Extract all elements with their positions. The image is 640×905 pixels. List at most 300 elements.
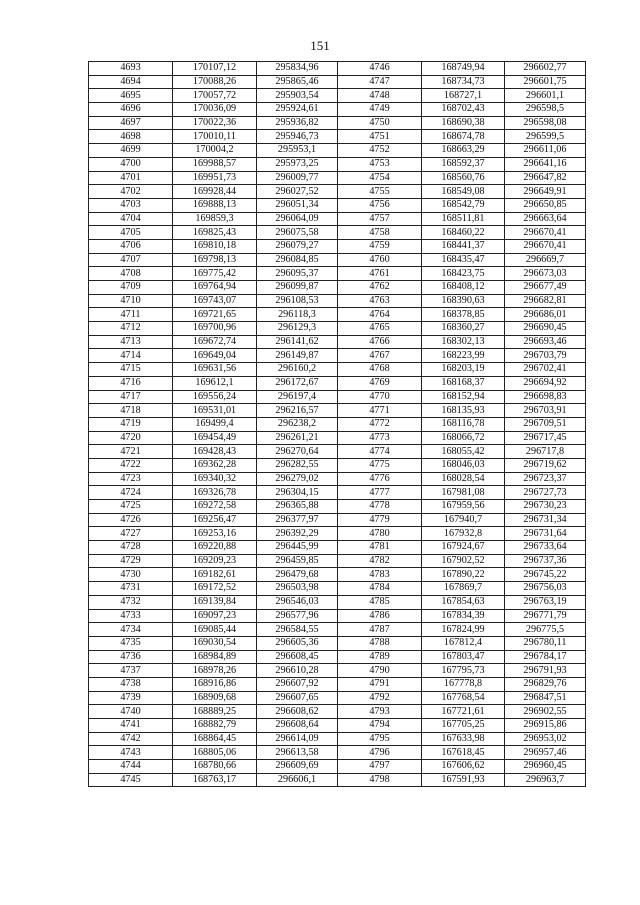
x-coordinate-cell: 169810,18 <box>173 239 257 253</box>
point-number-cell: 4788 <box>338 636 422 650</box>
y-coordinate-cell: 296129,3 <box>257 322 338 336</box>
y-coordinate-cell: 296641,16 <box>505 157 586 171</box>
point-number-cell: 4794 <box>338 719 422 733</box>
point-number-cell: 4733 <box>89 609 173 623</box>
table-row <box>89 609 586 623</box>
y-coordinate-cell: 296084,85 <box>257 253 338 267</box>
point-number-cell: 4701 <box>89 171 173 185</box>
point-number-cell: 4726 <box>89 513 173 527</box>
x-coordinate-cell: 168408,12 <box>422 281 505 295</box>
table-row <box>89 335 586 349</box>
point-number-cell: 4753 <box>338 157 422 171</box>
x-coordinate-cell: 168168,37 <box>422 376 505 390</box>
y-coordinate-cell: 296663,64 <box>505 212 586 226</box>
point-number-cell: 4704 <box>89 212 173 226</box>
point-number-cell: 4696 <box>89 103 173 117</box>
y-coordinate-cell: 296607,92 <box>257 677 338 691</box>
table-row <box>89 130 586 144</box>
y-coordinate-cell: 296915,86 <box>505 719 586 733</box>
point-number-cell: 4720 <box>89 431 173 445</box>
x-coordinate-cell: 167924,67 <box>422 541 505 555</box>
y-coordinate-cell: 296610,28 <box>257 664 338 678</box>
y-coordinate-cell: 295834,96 <box>257 62 338 76</box>
y-coordinate-cell: 296238,2 <box>257 417 338 431</box>
y-coordinate-cell: 295953,1 <box>257 144 338 158</box>
table-row <box>89 513 586 527</box>
point-number-cell: 4798 <box>338 773 422 787</box>
x-coordinate-cell: 169326,78 <box>173 486 257 500</box>
x-coordinate-cell: 168542,79 <box>422 198 505 212</box>
y-coordinate-cell: 296392,29 <box>257 527 338 541</box>
table-row <box>89 417 586 431</box>
point-number-cell: 4751 <box>338 130 422 144</box>
x-coordinate-cell: 168116,78 <box>422 417 505 431</box>
point-number-cell: 4750 <box>338 116 422 130</box>
point-number-cell: 4699 <box>89 144 173 158</box>
y-coordinate-cell: 296698,83 <box>505 390 586 404</box>
y-coordinate-cell: 296829,76 <box>505 677 586 691</box>
y-coordinate-cell: 296902,55 <box>505 705 586 719</box>
table-row <box>89 171 586 185</box>
point-number-cell: 4731 <box>89 582 173 596</box>
page-number: 151 <box>310 38 330 53</box>
point-number-cell: 4714 <box>89 349 173 363</box>
x-coordinate-cell: 168727,1 <box>422 89 505 103</box>
point-number-cell: 4717 <box>89 390 173 404</box>
x-coordinate-cell: 167959,56 <box>422 500 505 514</box>
point-number-cell: 4766 <box>338 335 422 349</box>
y-coordinate-cell: 296606,1 <box>257 773 338 787</box>
x-coordinate-cell: 170107,12 <box>173 62 257 76</box>
table-row <box>89 144 586 158</box>
table-row <box>89 116 586 130</box>
x-coordinate-cell: 168560,76 <box>422 171 505 185</box>
x-coordinate-cell: 168690,38 <box>422 116 505 130</box>
x-coordinate-cell: 168805,06 <box>173 746 257 760</box>
y-coordinate-cell: 296953,02 <box>505 732 586 746</box>
y-coordinate-cell: 296613,58 <box>257 746 338 760</box>
x-coordinate-cell: 168441,37 <box>422 239 505 253</box>
x-coordinate-cell: 167902,52 <box>422 554 505 568</box>
table-row <box>89 308 586 322</box>
point-number-cell: 4752 <box>338 144 422 158</box>
x-coordinate-cell: 169428,43 <box>173 445 257 459</box>
point-number-cell: 4741 <box>89 719 173 733</box>
y-coordinate-cell: 296197,4 <box>257 390 338 404</box>
y-coordinate-cell: 296693,46 <box>505 335 586 349</box>
y-coordinate-cell: 296731,34 <box>505 513 586 527</box>
y-coordinate-cell: 296780,11 <box>505 636 586 650</box>
x-coordinate-cell: 168066,72 <box>422 431 505 445</box>
x-coordinate-cell: 167795,73 <box>422 664 505 678</box>
x-coordinate-cell: 169888,13 <box>173 198 257 212</box>
x-coordinate-cell: 168390,63 <box>422 294 505 308</box>
y-coordinate-cell: 296149,87 <box>257 349 338 363</box>
point-number-cell: 4727 <box>89 527 173 541</box>
x-coordinate-cell: 169272,58 <box>173 500 257 514</box>
point-number-cell: 4786 <box>338 609 422 623</box>
point-number-cell: 4702 <box>89 185 173 199</box>
table-row <box>89 89 586 103</box>
y-coordinate-cell: 296719,62 <box>505 458 586 472</box>
x-coordinate-cell: 167940,7 <box>422 513 505 527</box>
x-coordinate-cell: 168549,08 <box>422 185 505 199</box>
point-number-cell: 4754 <box>338 171 422 185</box>
point-number-cell: 4711 <box>89 308 173 322</box>
x-coordinate-cell: 169556,24 <box>173 390 257 404</box>
point-number-cell: 4756 <box>338 198 422 212</box>
x-coordinate-cell: 168360,27 <box>422 322 505 336</box>
y-coordinate-cell: 295924,61 <box>257 103 338 117</box>
y-coordinate-cell: 296601,75 <box>505 75 586 89</box>
x-coordinate-cell: 169085,44 <box>173 623 257 637</box>
y-coordinate-cell: 296577,96 <box>257 609 338 623</box>
point-number-cell: 4797 <box>338 760 422 774</box>
point-number-cell: 4734 <box>89 623 173 637</box>
x-coordinate-cell: 167869,7 <box>422 582 505 596</box>
x-coordinate-cell: 168423,75 <box>422 267 505 281</box>
point-number-cell: 4796 <box>338 746 422 760</box>
x-coordinate-cell: 167633,98 <box>422 732 505 746</box>
y-coordinate-cell: 296650,85 <box>505 198 586 212</box>
y-coordinate-cell: 296479,68 <box>257 568 338 582</box>
y-coordinate-cell: 296599,5 <box>505 130 586 144</box>
x-coordinate-cell: 168203,19 <box>422 363 505 377</box>
point-number-cell: 4710 <box>89 294 173 308</box>
x-coordinate-cell: 168511,81 <box>422 212 505 226</box>
x-coordinate-cell: 168984,89 <box>173 650 257 664</box>
x-coordinate-cell: 169649,04 <box>173 349 257 363</box>
y-coordinate-cell: 296731,64 <box>505 527 586 541</box>
x-coordinate-cell: 168302,13 <box>422 335 505 349</box>
x-coordinate-cell: 167778,8 <box>422 677 505 691</box>
y-coordinate-cell: 296598,5 <box>505 103 586 117</box>
table-row <box>89 773 586 787</box>
y-coordinate-cell: 296682,81 <box>505 294 586 308</box>
x-coordinate-cell: 169798,13 <box>173 253 257 267</box>
y-coordinate-cell: 296608,45 <box>257 650 338 664</box>
x-coordinate-cell: 168702,43 <box>422 103 505 117</box>
point-number-cell: 4778 <box>338 500 422 514</box>
y-coordinate-cell: 296737,36 <box>505 554 586 568</box>
x-coordinate-cell: 170088,26 <box>173 75 257 89</box>
y-coordinate-cell: 296686,01 <box>505 308 586 322</box>
table-row <box>89 253 586 267</box>
y-coordinate-cell: 296611,06 <box>505 144 586 158</box>
point-number-cell: 4697 <box>89 116 173 130</box>
point-number-cell: 4779 <box>338 513 422 527</box>
x-coordinate-cell: 169253,16 <box>173 527 257 541</box>
y-coordinate-cell: 296963,7 <box>505 773 586 787</box>
x-coordinate-cell: 168864,45 <box>173 732 257 746</box>
x-coordinate-cell: 167721,61 <box>422 705 505 719</box>
table-row <box>89 760 586 774</box>
table-row <box>89 390 586 404</box>
point-number-cell: 4767 <box>338 349 422 363</box>
point-number-cell: 4764 <box>338 308 422 322</box>
table-row <box>89 486 586 500</box>
y-coordinate-cell: 296598,08 <box>505 116 586 130</box>
point-number-cell: 4776 <box>338 472 422 486</box>
table-row <box>89 75 586 89</box>
x-coordinate-cell: 168780,66 <box>173 760 257 774</box>
table-row <box>89 732 586 746</box>
point-number-cell: 4695 <box>89 89 173 103</box>
y-coordinate-cell: 296957,46 <box>505 746 586 760</box>
point-number-cell: 4773 <box>338 431 422 445</box>
point-number-cell: 4755 <box>338 185 422 199</box>
x-coordinate-cell: 169700,96 <box>173 322 257 336</box>
y-coordinate-cell: 296677,49 <box>505 281 586 295</box>
x-coordinate-cell: 169097,23 <box>173 609 257 623</box>
x-coordinate-cell: 169612,1 <box>173 376 257 390</box>
x-coordinate-cell: 167834,39 <box>422 609 505 623</box>
point-number-cell: 4721 <box>89 445 173 459</box>
x-coordinate-cell: 169139,84 <box>173 595 257 609</box>
point-number-cell: 4781 <box>338 541 422 555</box>
point-number-cell: 4722 <box>89 458 173 472</box>
x-coordinate-cell: 167618,45 <box>422 746 505 760</box>
table-row <box>89 719 586 733</box>
x-coordinate-cell: 169988,57 <box>173 157 257 171</box>
table-row <box>89 582 586 596</box>
y-coordinate-cell: 296377,97 <box>257 513 338 527</box>
x-coordinate-cell: 169499,4 <box>173 417 257 431</box>
point-number-cell: 4748 <box>338 89 422 103</box>
x-coordinate-cell: 169531,01 <box>173 404 257 418</box>
y-coordinate-cell: 296099,87 <box>257 281 338 295</box>
x-coordinate-cell: 168435,47 <box>422 253 505 267</box>
x-coordinate-cell: 170022,36 <box>173 116 257 130</box>
point-number-cell: 4706 <box>89 239 173 253</box>
x-coordinate-cell: 167890,22 <box>422 568 505 582</box>
x-coordinate-cell: 169362,28 <box>173 458 257 472</box>
y-coordinate-cell: 296647,82 <box>505 171 586 185</box>
y-coordinate-cell: 296304,15 <box>257 486 338 500</box>
y-coordinate-cell: 296365,88 <box>257 500 338 514</box>
y-coordinate-cell: 296160,2 <box>257 363 338 377</box>
x-coordinate-cell: 168889,25 <box>173 705 257 719</box>
table-row <box>89 650 586 664</box>
y-coordinate-cell: 296723,37 <box>505 472 586 486</box>
table-row <box>89 746 586 760</box>
y-coordinate-cell: 296727,73 <box>505 486 586 500</box>
y-coordinate-cell: 296763,19 <box>505 595 586 609</box>
table-row <box>89 677 586 691</box>
table-row <box>89 527 586 541</box>
y-coordinate-cell: 296717,45 <box>505 431 586 445</box>
point-number-cell: 4783 <box>338 568 422 582</box>
point-number-cell: 4782 <box>338 554 422 568</box>
point-number-cell: 4774 <box>338 445 422 459</box>
table-row <box>89 185 586 199</box>
y-coordinate-cell: 296108,53 <box>257 294 338 308</box>
point-number-cell: 4745 <box>89 773 173 787</box>
x-coordinate-cell: 167981,08 <box>422 486 505 500</box>
point-number-cell: 4694 <box>89 75 173 89</box>
table-row <box>89 281 586 295</box>
table-row <box>89 404 586 418</box>
y-coordinate-cell: 296270,64 <box>257 445 338 459</box>
point-number-cell: 4693 <box>89 62 173 76</box>
point-number-cell: 4742 <box>89 732 173 746</box>
x-coordinate-cell: 169209,23 <box>173 554 257 568</box>
x-coordinate-cell: 168663,29 <box>422 144 505 158</box>
y-coordinate-cell: 296503,98 <box>257 582 338 596</box>
point-number-cell: 4777 <box>338 486 422 500</box>
y-coordinate-cell: 296669,7 <box>505 253 586 267</box>
point-number-cell: 4736 <box>89 650 173 664</box>
point-number-cell: 4759 <box>338 239 422 253</box>
point-number-cell: 4730 <box>89 568 173 582</box>
y-coordinate-cell: 296614,09 <box>257 732 338 746</box>
table-row <box>89 212 586 226</box>
x-coordinate-cell: 167854,63 <box>422 595 505 609</box>
x-coordinate-cell: 168749,94 <box>422 62 505 76</box>
point-number-cell: 4757 <box>338 212 422 226</box>
table-row <box>89 691 586 705</box>
point-number-cell: 4729 <box>89 554 173 568</box>
table-row <box>89 294 586 308</box>
table-row <box>89 103 586 117</box>
point-number-cell: 4743 <box>89 746 173 760</box>
point-number-cell: 4792 <box>338 691 422 705</box>
x-coordinate-cell: 168882,79 <box>173 719 257 733</box>
y-coordinate-cell: 296075,58 <box>257 226 338 240</box>
x-coordinate-cell: 167606,62 <box>422 760 505 774</box>
x-coordinate-cell: 170010,11 <box>173 130 257 144</box>
x-coordinate-cell: 167812,4 <box>422 636 505 650</box>
y-coordinate-cell: 296649,91 <box>505 185 586 199</box>
x-coordinate-cell: 169721,65 <box>173 308 257 322</box>
y-coordinate-cell: 296279,02 <box>257 472 338 486</box>
point-number-cell: 4703 <box>89 198 173 212</box>
x-coordinate-cell: 169454,49 <box>173 431 257 445</box>
point-number-cell: 4769 <box>338 376 422 390</box>
point-number-cell: 4771 <box>338 404 422 418</box>
y-coordinate-cell: 296602,77 <box>505 62 586 76</box>
x-coordinate-cell: 167824,99 <box>422 623 505 637</box>
x-coordinate-cell: 169764,94 <box>173 281 257 295</box>
y-coordinate-cell: 296459,85 <box>257 554 338 568</box>
table-row <box>89 198 586 212</box>
point-number-cell: 4789 <box>338 650 422 664</box>
x-coordinate-cell: 167768,54 <box>422 691 505 705</box>
y-coordinate-cell: 295973,25 <box>257 157 338 171</box>
y-coordinate-cell: 296703,79 <box>505 349 586 363</box>
point-number-cell: 4718 <box>89 404 173 418</box>
x-coordinate-cell: 168378,85 <box>422 308 505 322</box>
y-coordinate-cell: 296584,55 <box>257 623 338 637</box>
point-number-cell: 4705 <box>89 226 173 240</box>
table-row <box>89 322 586 336</box>
table-row <box>89 226 586 240</box>
y-coordinate-cell: 296282,55 <box>257 458 338 472</box>
point-number-cell: 4739 <box>89 691 173 705</box>
x-coordinate-cell: 169775,42 <box>173 267 257 281</box>
y-coordinate-cell: 296733,64 <box>505 541 586 555</box>
y-coordinate-cell: 296009,77 <box>257 171 338 185</box>
table-row <box>89 595 586 609</box>
y-coordinate-cell: 296702,41 <box>505 363 586 377</box>
table-row <box>89 62 586 76</box>
table-row <box>89 664 586 678</box>
x-coordinate-cell: 169182,61 <box>173 568 257 582</box>
y-coordinate-cell: 295865,46 <box>257 75 338 89</box>
point-number-cell: 4716 <box>89 376 173 390</box>
x-coordinate-cell: 168909,68 <box>173 691 257 705</box>
table-row <box>89 623 586 637</box>
table-row <box>89 636 586 650</box>
y-coordinate-cell: 296118,3 <box>257 308 338 322</box>
point-number-cell: 4713 <box>89 335 173 349</box>
coordinates-table <box>88 61 586 787</box>
x-coordinate-cell: 168674,78 <box>422 130 505 144</box>
point-number-cell: 4768 <box>338 363 422 377</box>
point-number-cell: 4770 <box>338 390 422 404</box>
table-row <box>89 349 586 363</box>
y-coordinate-cell: 296730,23 <box>505 500 586 514</box>
x-coordinate-cell: 168055,42 <box>422 445 505 459</box>
point-number-cell: 4698 <box>89 130 173 144</box>
y-coordinate-cell: 296690,45 <box>505 322 586 336</box>
x-coordinate-cell: 168152,94 <box>422 390 505 404</box>
point-number-cell: 4787 <box>338 623 422 637</box>
x-coordinate-cell: 168734,73 <box>422 75 505 89</box>
table-row <box>89 157 586 171</box>
y-coordinate-cell: 295903,54 <box>257 89 338 103</box>
y-coordinate-cell: 296216,57 <box>257 404 338 418</box>
point-number-cell: 4738 <box>89 677 173 691</box>
x-coordinate-cell: 168978,26 <box>173 664 257 678</box>
point-number-cell: 4784 <box>338 582 422 596</box>
point-number-cell: 4707 <box>89 253 173 267</box>
table-row <box>89 500 586 514</box>
x-coordinate-cell: 169951,73 <box>173 171 257 185</box>
y-coordinate-cell: 296064,09 <box>257 212 338 226</box>
x-coordinate-cell: 169928,44 <box>173 185 257 199</box>
point-number-cell: 4762 <box>338 281 422 295</box>
point-number-cell: 4740 <box>89 705 173 719</box>
y-coordinate-cell: 296847,51 <box>505 691 586 705</box>
table-row <box>89 239 586 253</box>
point-number-cell: 4760 <box>338 253 422 267</box>
point-number-cell: 4775 <box>338 458 422 472</box>
point-number-cell: 4709 <box>89 281 173 295</box>
y-coordinate-cell: 296775,5 <box>505 623 586 637</box>
y-coordinate-cell: 296607,65 <box>257 691 338 705</box>
point-number-cell: 4737 <box>89 664 173 678</box>
point-number-cell: 4780 <box>338 527 422 541</box>
y-coordinate-cell: 296027,52 <box>257 185 338 199</box>
table-row <box>89 376 586 390</box>
x-coordinate-cell: 169030,54 <box>173 636 257 650</box>
y-coordinate-cell: 296791,93 <box>505 664 586 678</box>
y-coordinate-cell: 296717,8 <box>505 445 586 459</box>
y-coordinate-cell: 295946,73 <box>257 130 338 144</box>
y-coordinate-cell: 296608,62 <box>257 705 338 719</box>
x-coordinate-cell: 168592,37 <box>422 157 505 171</box>
x-coordinate-cell: 168046,03 <box>422 458 505 472</box>
table-row <box>89 363 586 377</box>
x-coordinate-cell: 169859,3 <box>173 212 257 226</box>
x-coordinate-cell: 169743,07 <box>173 294 257 308</box>
point-number-cell: 4735 <box>89 636 173 650</box>
y-coordinate-cell: 296141,62 <box>257 335 338 349</box>
y-coordinate-cell: 296673,03 <box>505 267 586 281</box>
x-coordinate-cell: 167932,8 <box>422 527 505 541</box>
y-coordinate-cell: 296784,17 <box>505 650 586 664</box>
